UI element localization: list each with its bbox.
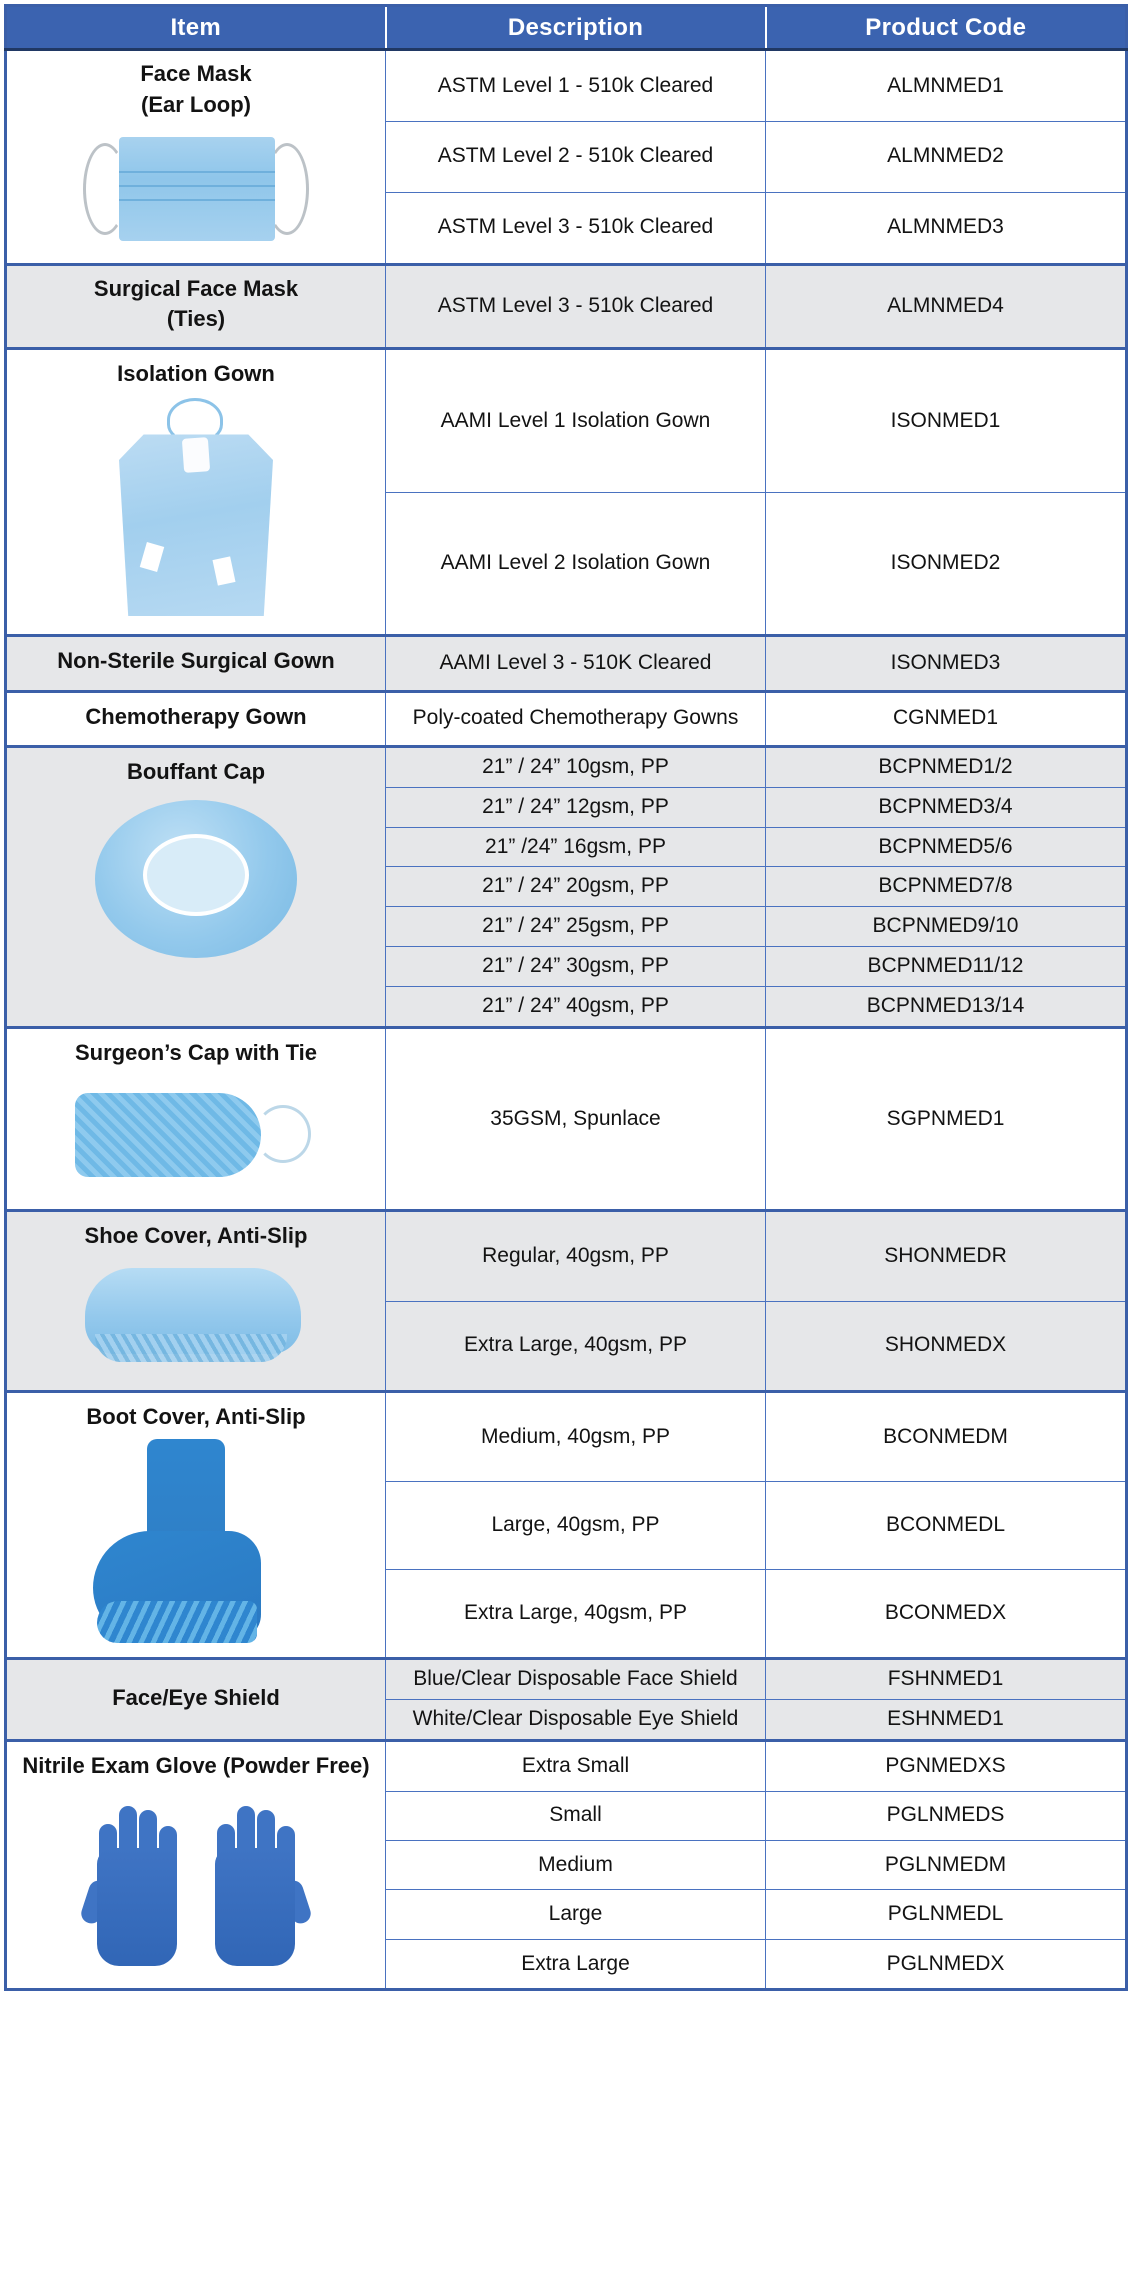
cap-opening — [143, 834, 249, 916]
item-cell — [6, 1392, 386, 1659]
product-code-cell: PGLNMEDL — [766, 1890, 1127, 1939]
description-cell: Extra Large, 40gsm, PP — [386, 1569, 766, 1659]
description-cell: Poly-coated Chemotherapy Gowns — [386, 691, 766, 746]
item-name: Chemotherapy Gown — [85, 703, 307, 729]
product-code-cell: ALMNMED1 — [766, 50, 1127, 122]
header-row — [6, 6, 1127, 50]
product-code-cell: BCPNMED7/8 — [766, 867, 1127, 907]
face-mask-image — [81, 129, 311, 249]
isolation-gown-image — [91, 392, 301, 622]
description-cell: Small — [386, 1791, 766, 1840]
glove-right — [207, 1796, 303, 1968]
gown-neck-opening — [182, 438, 210, 474]
surgeons-cap-tie — [255, 1105, 311, 1163]
table-header — [6, 6, 1127, 50]
nitrile-glove-image — [71, 1786, 321, 1976]
column-header-description: Description — [386, 6, 766, 50]
product-code-cell: ESHNMED1 — [766, 1700, 1127, 1741]
boot-cover-image — [81, 1435, 311, 1645]
table-row — [6, 349, 1127, 493]
table-row — [6, 691, 1127, 746]
product-code-cell: BCPNMED13/14 — [766, 987, 1127, 1028]
item-cell — [6, 1211, 386, 1392]
description-cell: 21” /24” 16gsm, PP — [386, 827, 766, 867]
bouffant-cap-image — [81, 794, 311, 964]
description-cell: 35GSM, Spunlace — [386, 1027, 766, 1210]
description-cell: AAMI Level 3 - 510K Cleared — [386, 636, 766, 691]
description-cell: Large, 40gsm, PP — [386, 1482, 766, 1570]
product-code-cell: BCONMEDL — [766, 1482, 1127, 1570]
description-cell: ASTM Level 3 - 510k Cleared — [386, 192, 766, 264]
product-code-cell: BCPNMED5/6 — [766, 827, 1127, 867]
product-code-cell: BCPNMED11/12 — [766, 947, 1127, 987]
product-code-cell: ISONMED2 — [766, 492, 1127, 636]
product-code-cell: PGLNMEDS — [766, 1791, 1127, 1840]
product-code-cell: BCONMEDM — [766, 1392, 1127, 1482]
table-row — [6, 1027, 1127, 1210]
product-code-cell: ALMNMED2 — [766, 122, 1127, 192]
item-cell — [6, 264, 386, 349]
shoe-cover-image — [71, 1256, 321, 1376]
description-cell: Large — [386, 1890, 766, 1939]
description-cell: 21” / 24” 30gsm, PP — [386, 947, 766, 987]
product-code-cell: BCPNMED3/4 — [766, 787, 1127, 827]
description-cell: Blue/Clear Disposable Face Shield — [386, 1659, 766, 1700]
surgeons-cap-body — [75, 1093, 261, 1177]
table-row — [6, 1392, 1127, 1482]
product-code-cell: SHONMEDR — [766, 1211, 1127, 1302]
item-cell — [6, 1659, 386, 1741]
description-cell: AAMI Level 1 Isolation Gown — [386, 349, 766, 493]
description-cell: Regular, 40gsm, PP — [386, 1211, 766, 1302]
table-row — [6, 264, 1127, 349]
item-name: Isolation Gown — [117, 361, 275, 387]
product-code-cell: PGLNMEDX — [766, 1939, 1127, 1990]
description-cell: 21” / 24” 40gsm, PP — [386, 987, 766, 1028]
item-cell — [6, 691, 386, 746]
item-cell — [6, 1027, 386, 1210]
product-catalog-table — [4, 4, 1128, 1991]
product-code-cell: BCPNMED9/10 — [766, 907, 1127, 947]
table-row — [6, 1659, 1127, 1700]
item-cell — [6, 636, 386, 691]
item-name: Face Mask — [140, 61, 252, 86]
table-row — [6, 50, 1127, 122]
item-name: (Ties) — [166, 306, 226, 332]
description-cell: ASTM Level 1 - 510k Cleared — [386, 50, 766, 122]
item-name: Face/Eye Shield — [112, 1684, 280, 1710]
item-name: (Ear Loop) — [141, 91, 251, 117]
description-cell: Extra Large — [386, 1939, 766, 1990]
table-row — [6, 636, 1127, 691]
product-code-cell: ALMNMED4 — [766, 264, 1127, 349]
item-name: Shoe Cover, Anti-Slip — [84, 1223, 308, 1249]
table-body — [6, 50, 1127, 1990]
product-code-cell: ISONMED1 — [766, 349, 1127, 493]
item-name: Nitrile Exam Glove (Powder Free) — [22, 1753, 370, 1779]
description-cell: Extra Small — [386, 1741, 766, 1792]
item-name: Bouffant Cap — [126, 758, 266, 784]
mask-body — [119, 137, 275, 241]
description-cell: Medium — [386, 1841, 766, 1890]
product-code-cell: PGLNMEDM — [766, 1841, 1127, 1890]
description-cell: Medium, 40gsm, PP — [386, 1392, 766, 1482]
item-cell — [6, 746, 386, 1027]
shoe-cover-tread — [95, 1334, 287, 1362]
product-code-cell: SHONMEDX — [766, 1301, 1127, 1392]
table-row — [6, 1741, 1127, 1792]
table-row — [6, 1211, 1127, 1302]
product-code-cell: BCONMEDX — [766, 1569, 1127, 1659]
column-header-product-code: Product Code — [766, 6, 1127, 50]
item-cell — [6, 1741, 386, 1990]
description-cell: White/Clear Disposable Eye Shield — [386, 1700, 766, 1741]
description-cell: Extra Large, 40gsm, PP — [386, 1301, 766, 1392]
product-code-cell: FSHNMED1 — [766, 1659, 1127, 1700]
description-cell: 21” / 24” 12gsm, PP — [386, 787, 766, 827]
item-cell — [6, 349, 386, 636]
product-code-cell: CGNMED1 — [766, 691, 1127, 746]
description-cell: 21” / 24” 10gsm, PP — [386, 746, 766, 787]
item-name: Non-Sterile Surgical Gown — [57, 648, 335, 674]
product-code-cell: PGNMEDXS — [766, 1741, 1127, 1792]
glove-left — [89, 1796, 185, 1968]
product-code-cell: ISONMED3 — [766, 636, 1127, 691]
item-cell — [6, 50, 386, 265]
item-name: Boot Cover, Anti-Slip — [86, 1404, 306, 1430]
item-name: Surgeon’s Cap with Tie — [74, 1039, 318, 1065]
product-code-cell: ALMNMED3 — [766, 192, 1127, 264]
description-cell: 21” / 24” 25gsm, PP — [386, 907, 766, 947]
surgeons-cap-image — [71, 1075, 321, 1195]
column-header-item: Item — [6, 6, 386, 50]
description-cell: ASTM Level 3 - 510k Cleared — [386, 264, 766, 349]
product-code-cell: SGPNMED1 — [766, 1027, 1127, 1210]
description-cell: AAMI Level 2 Isolation Gown — [386, 492, 766, 636]
product-code-cell: BCPNMED1/2 — [766, 746, 1127, 787]
item-name: Surgical Face Mask — [93, 275, 299, 301]
description-cell: ASTM Level 2 - 510k Cleared — [386, 122, 766, 192]
boot-cover-tread — [97, 1601, 257, 1643]
description-cell: 21” / 24” 20gsm, PP — [386, 867, 766, 907]
table-row — [6, 746, 1127, 787]
